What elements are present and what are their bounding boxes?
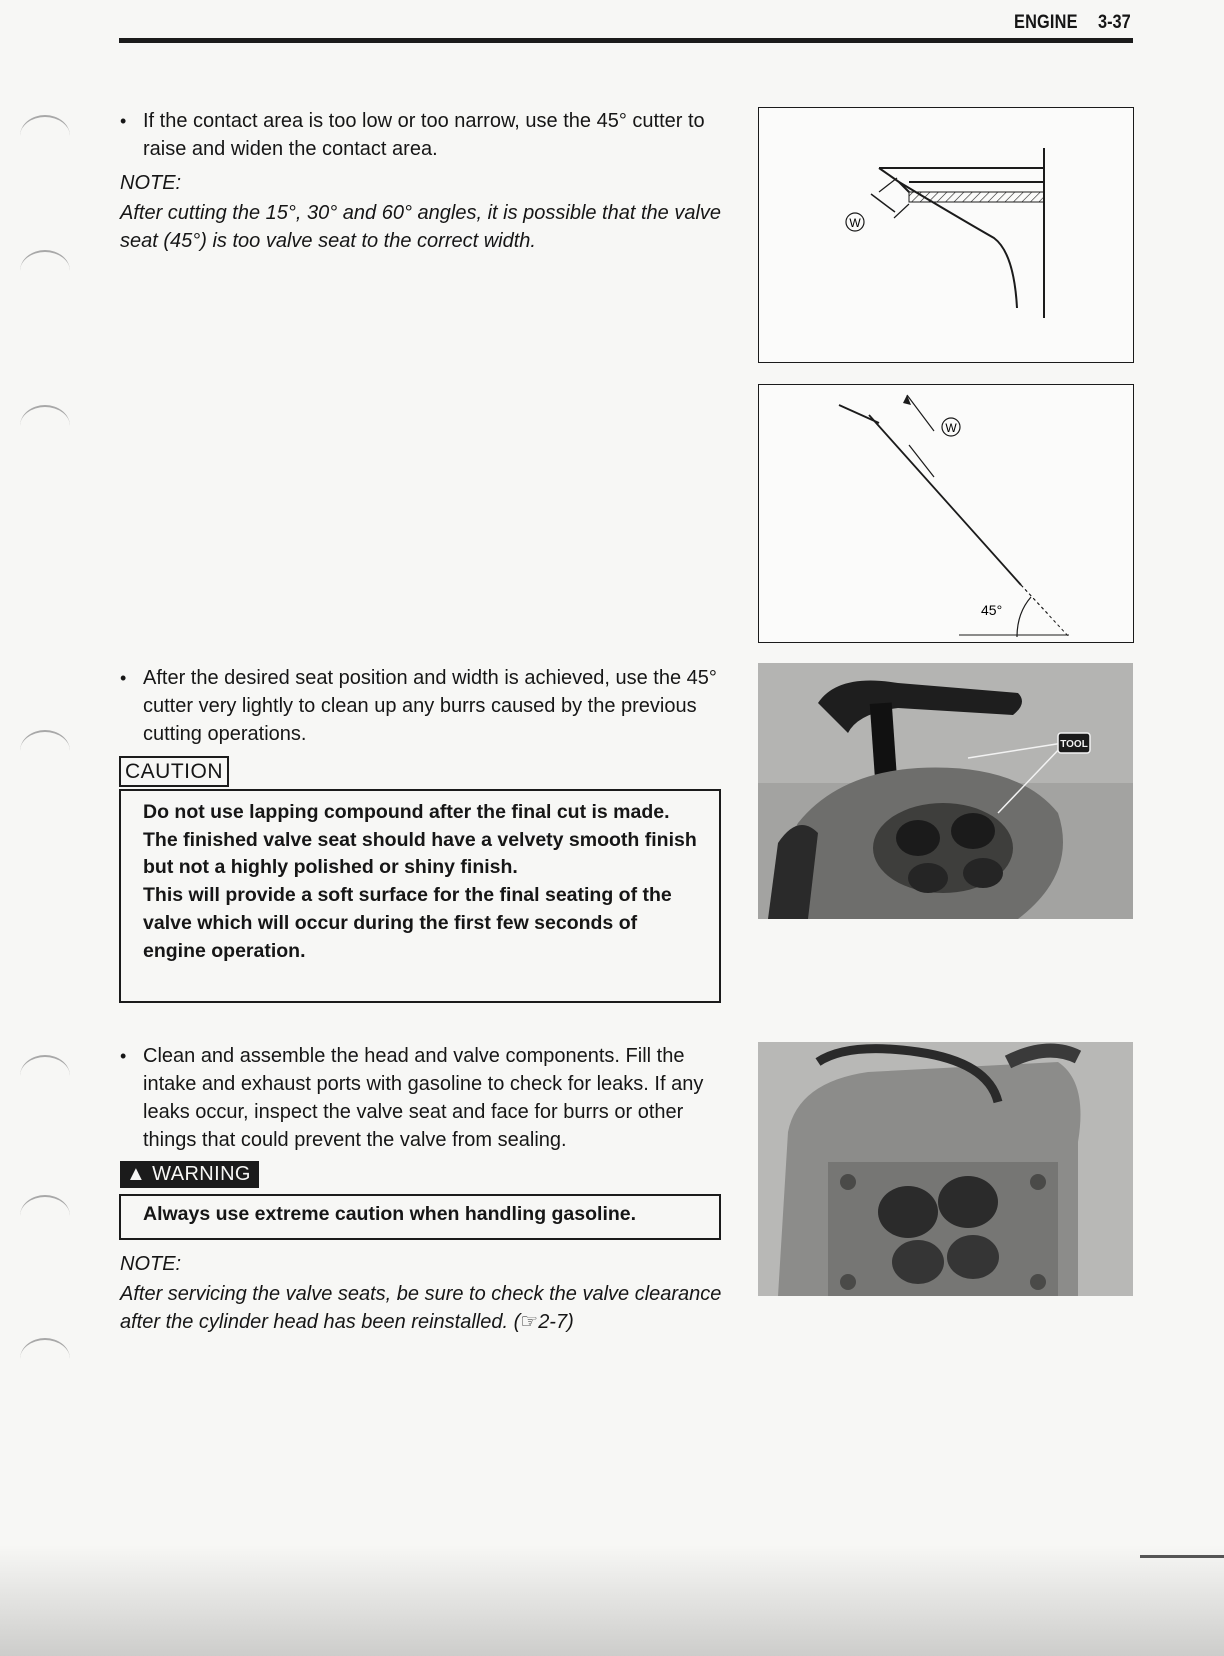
page-number: 3-37 bbox=[1098, 12, 1131, 33]
caution-text-1: Do not use lapping compound after the final cut is made. The finished valve seat should have a velvety smooth finish but not a highly polished or shiny finish. bbox=[143, 801, 697, 879]
page-reference-icon: ☞ bbox=[520, 1311, 539, 1333]
paragraph-leak-check bbox=[120, 1042, 730, 1154]
bullet: • bbox=[120, 668, 127, 688]
width-callout: W bbox=[849, 216, 861, 230]
paragraph-contact-area bbox=[120, 107, 730, 163]
cutter-angle-diagram bbox=[758, 384, 1134, 643]
note-label: NOTE: bbox=[120, 172, 182, 194]
width-callout: W bbox=[945, 421, 957, 435]
paragraph-final-cut bbox=[120, 664, 730, 748]
page-bottom-shadow bbox=[0, 1545, 1224, 1656]
angle-label: 45° bbox=[981, 602, 1003, 618]
note-text-body: After servicing the valve seats, be sure to check the valve clearance after the cylinder head has been reinstalled. bbox=[120, 1283, 722, 1333]
paragraph-text: If the contact area is too low or too narrow, use the 45° cutter to raise and widen the contact area. bbox=[143, 110, 705, 160]
warning-label-text: WARNING bbox=[152, 1163, 251, 1185]
cutter-angle-drawing bbox=[759, 385, 1133, 642]
margin-mark bbox=[20, 1338, 70, 1380]
caution-label: CAUTION bbox=[119, 756, 229, 787]
margin-mark bbox=[20, 1195, 70, 1237]
valve-seat-diagram bbox=[758, 107, 1134, 363]
header-rule bbox=[119, 38, 1133, 43]
note-label: NOTE: bbox=[120, 1253, 182, 1275]
caution-text-2: This will provide a soft surface for the final seating of the valve which will occur during the first few seconds of engine operation. bbox=[143, 884, 672, 962]
paragraph-text: After the desired seat position and width is achieved, use the 45° cutter very lightly to clean up any burrs caused by the previous cutting operations. bbox=[143, 667, 717, 745]
note-text: After servicing the valve seats, be sure to check the valve clearance after the cylinder head has been reinstalled. (☞2-7) bbox=[120, 1283, 722, 1333]
margin-mark bbox=[20, 250, 70, 292]
margin-mark bbox=[20, 115, 70, 157]
warning-text: Always use extreme caution when handling gasoline. bbox=[143, 1203, 637, 1225]
bullet: • bbox=[120, 1046, 127, 1066]
valve-seat-drawing bbox=[759, 108, 1133, 362]
note-text: After cutting the 15°, 30° and 60° angles, it is possible that the valve seat (45°) is too valve seat to the correct width. bbox=[120, 202, 722, 252]
paragraph-text: Clean and assemble the head and valve components. Fill the intake and exhaust ports with gasoline to check for leaks. If any leaks occur, inspect the valve seat and face for burrs or other things that could prevent the valve from sealing. bbox=[143, 1045, 704, 1151]
margin-mark bbox=[20, 405, 70, 447]
page-edge-line bbox=[1140, 1555, 1224, 1558]
warning-icon: ▲ bbox=[126, 1163, 147, 1185]
assembled-head-image bbox=[758, 1042, 1133, 1296]
page-reference: 2-7 bbox=[538, 1311, 568, 1333]
header-section: ENGINE bbox=[1014, 12, 1078, 33]
margin-mark bbox=[20, 1055, 70, 1097]
assembled-head-photo bbox=[758, 1042, 1133, 1296]
tool-tag: TOOL bbox=[1060, 739, 1088, 750]
cutter-tool-photo bbox=[758, 663, 1133, 919]
margin-mark bbox=[20, 730, 70, 772]
caution-text bbox=[143, 799, 703, 965]
cutter-tool-image bbox=[758, 663, 1133, 919]
warning-label bbox=[120, 1161, 259, 1188]
bullet: • bbox=[120, 111, 127, 131]
